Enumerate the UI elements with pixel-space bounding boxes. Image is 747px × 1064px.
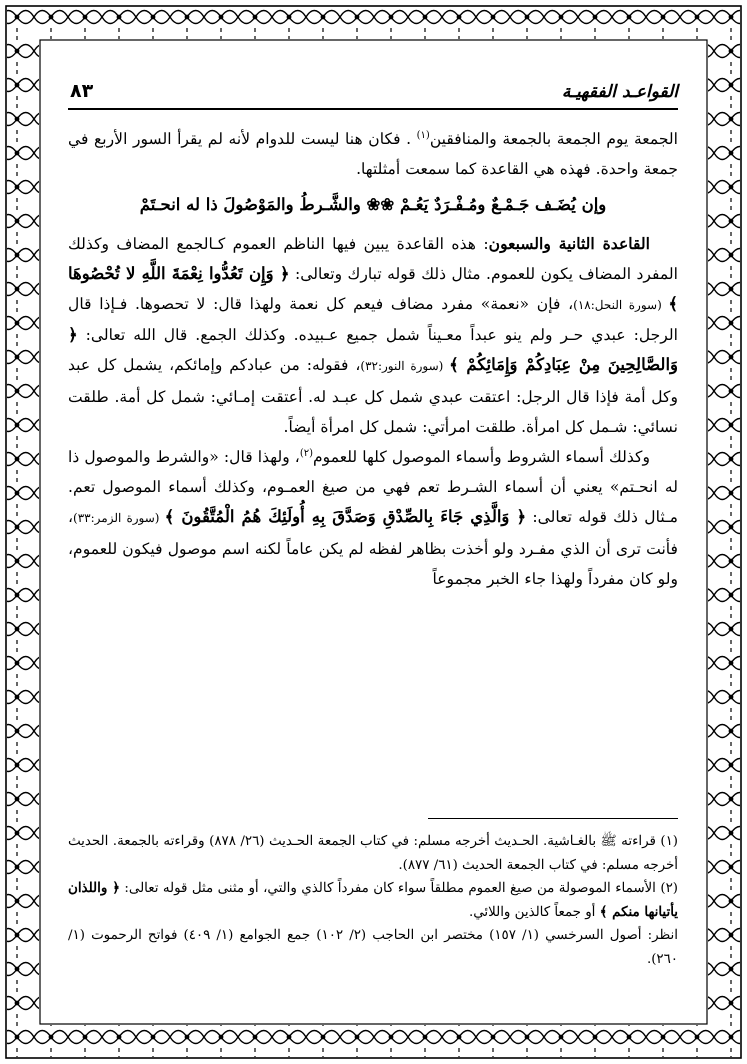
running-title: القواعـد الفقهيـة: [561, 82, 678, 102]
quran-verse-3: ﴿ وَالَّذِي جَاءَ بِالصِّدْقِ وَصَدَّقَ بِهِ أُولَئِكَ هُمُ الْمُتَّقُونَ ﴾: [164, 507, 527, 527]
footnote-separator: [428, 818, 678, 819]
main-text: [68, 124, 678, 594]
footnote-marker-1: (١): [416, 129, 430, 141]
quran-verse-1: ﴿ وَإِن تَعُدُّوا نِعْمَةَ اللَّهِ لا تُحْصُوهَا ﴾: [68, 263, 678, 314]
p3-text-1: وكذلك أسماء الشروط وأسماء الموصول كلها للعموم: [313, 448, 650, 467]
fn2-quran: ﴿ واللذان يأتيانها منكم ﴾: [68, 880, 678, 920]
paragraph-3: [68, 442, 678, 594]
p1-text-b: . فكان هنا ليست للدوام لأنه لم يقرأ السور الأربع في جمعة واحدة. فهذه هي القاعدة كما سمعت أمثلتها.: [68, 130, 678, 179]
p3-text-2: ، ولهذا قال: «والشرط والموصول ذا له انحـتم» يعني أن أسماء الشـرط تعم فهي من صيغ العمـوم، وكذلك أسماء الموصول تعم. مـثال ذلك قوله تعالى:: [68, 448, 678, 527]
page-content: [68, 82, 678, 1022]
footnotes: [68, 830, 678, 971]
quran-verse-2: ﴿ وَالصَّالِحِينَ مِنْ عِبَادِكُمْ وَإِمَائِكُمْ ﴾: [68, 325, 679, 375]
paragraph-1: [68, 124, 678, 184]
fn2-text-a: (٢) الأسماء الموصولة من صيغ العموم مطلقاً سواء كان مفرداً كالذي والتي، أو مثنى مثل قوله تعالى:: [119, 881, 678, 896]
p1-text-a: الجمعة يوم الجمعة بالجمعة والمنافقين: [429, 130, 678, 148]
verse-reference-1: (سورة النحل:١٨): [573, 298, 669, 313]
footnote-marker-2: (٢): [299, 447, 314, 459]
footnote-1: (١) قراءته ﷺ بالغـاشية. الحـديث أخرجه مسلم: في كتاب الجمعة الحـديث (٢٦/ ٨٧٨) وقراءته بالجمعة. الحديث أخرجه مسلم: في كتاب الجمعة الحديث (٦١/ ٨٧٧).: [68, 834, 678, 873]
p2-text-1: : هذه القاعدة يبين فيها الناظم العموم كـالجمع المضاف وكذلك المفرد المضاف يكون للعموم. مثال ذلك قوله تبارك وتعالى:: [68, 234, 678, 283]
page-number: ٨٣: [70, 80, 94, 102]
p2-text-3: ، فقوله: من عبادكم وإمائكم، يشمل كل عبد وكل أمة فإذا قال الرجل: اعتقت عبدي شمل كل عبـد له. أعتقت إمـائي: شمل كل أمة. طلقت نسائي: شـمل كل امرأة. طلقت امرأتي: شمل كل امرأة أيضاً.: [68, 356, 678, 436]
footnote-references: انظر: أصول السرخسي (١/ ١٥٧) مختصر ابن الحاجب (٢/ ١٠٢) جمع الجوامع (١/ ٤٠٩) فواتح الرحموت (١/ ٢٦٠).: [68, 928, 678, 967]
running-header: [68, 82, 678, 110]
rule-heading: القاعدة الثانية والسبعون: [488, 233, 650, 253]
verse-reference-3: (سورة الزمر:٣٣): [73, 511, 165, 526]
poem-verse: وإن يُضَـف جَـمْـعٌ ومُـفْـرَدٌ يَعُـمْ ❀❀ والشَّـرطُ والمَوْصُولَ ذا له انحـتَمْ: [139, 195, 607, 215]
p3-text-3: ، فأنت ترى أن الذي مفـرد ولو أخذت بظاهر لفظه لم يكن عاماً لكنه اسم موصول فيكون للعموم، ولو كان مفرداً ولهذا جاء الخبر مجموعاً: [68, 508, 678, 588]
verse-reference-2: (سورة النور:٣٢): [360, 359, 450, 374]
paragraph-2: [68, 229, 678, 442]
footnote-2: [68, 877, 678, 924]
p2-text-2: ، فإن «نعمة» مفرد مضاف فيعم كل نعمة ولهذا قال: لا تحصوها. فـإذا قال الرجل: عبدي حـر ولم ينو عبداً معـيناً شمل جميع عـبيده. وكذلك الجمع. قال الله تعالى:: [68, 295, 678, 345]
fn2-text-b: أو جمعاً كالذين واللائي.: [469, 904, 600, 920]
